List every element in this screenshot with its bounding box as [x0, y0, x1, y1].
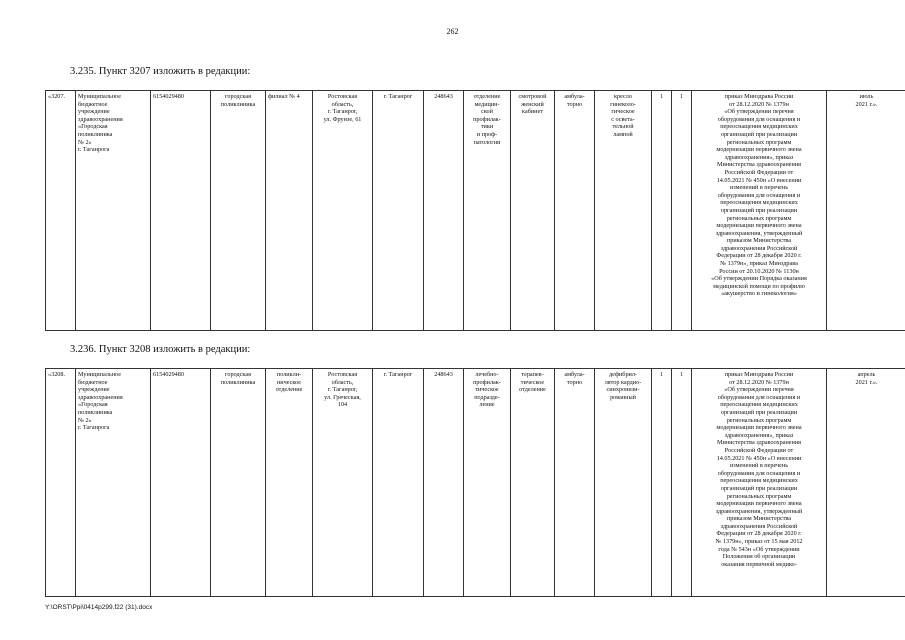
- cell-code: 248643: [424, 369, 464, 597]
- cell-care-type: амбула- торно: [555, 91, 595, 331]
- section-heading-3235: 3.235. Пункт 3207 изложить в редакции:: [70, 66, 251, 77]
- section-heading-3236: 3.236. Пункт 3208 изложить в редакции:: [70, 344, 251, 355]
- cell-organization: Муниципальное бюджетное учреждение здравоохранения «Городская поликлиника № 2» г. Таганрога: [76, 91, 151, 331]
- cell-inn: 6154029480: [151, 369, 211, 597]
- cell-equipment: дефибрил- лятор кардио- синхронизи- рованный: [595, 369, 652, 597]
- table-row: [46, 91, 905, 331]
- cell-city: г. Таганрог: [373, 91, 424, 331]
- cell-legal-basis: приказ Минздрава России от 28.12.2020 № 1379н «Об утверждении перечня оборудования для оснащения и переоснащения медицинских организаций при реализации региональных программ модернизации первичного звена здравоохранения», приказ Министерства здравоохранения Российской Федерации от 14.05.2021 № 450н «О внесении изменений в перечень оборудования для оснащения и переоснащения медицинских организаций при реализации региональных программ модернизации первичного звена здравоохранения, утвержденный приказом Министерства здравоохранения Российской Федерации от 28 декабря 2020 г. № 1379н», приказ Минздрава России от 20.10.2020 № 1130н «Об утверждении Порядка оказания медицинской помощи по профилю «акушерство и гинекология»: [692, 91, 827, 331]
- cell-address: Ростовская область, г. Таганрог, ул. Греческая, 104: [313, 369, 373, 597]
- cell-department: отделение медицин- ской профилак- тики и проф- патологии: [464, 91, 511, 331]
- cell-legal-basis: приказ Минздрава России от 28.12.2020 № 1379н «Об утверждении перечня оборудования для оснащения и переоснащения медицинских организаций при реализации региональных программ модернизации первичного звена здравоохранения», приказ Министерства здравоохранения Российской Федерации от 14.05.2021 № 450н «О внесении изменений в перечень оборудования для оснащения и переоснащения медицинских организаций при реализации региональных программ модернизации первичного звена здравоохранения, утвержденный приказом Министерства здравоохранения Российской Федерации от 28 декабря 2020 г. № 1379н», приказ от 15 мая 2012 года № 543н «Об утверждении Положения об организации оказания первичной медико-: [692, 369, 827, 597]
- cell-department: лечебно- профилак- тическое подразде- ление: [464, 369, 511, 597]
- register-table-3208: [45, 368, 905, 597]
- cell-item-number: «3207.: [46, 91, 76, 331]
- cell-unit: смотровой женский кабинет: [511, 91, 555, 331]
- cell-equipment: кресло гинеколо- гическое с освета- тельной лампой: [595, 91, 652, 331]
- cell-address: Ростовская область, г. Таганрог, ул. Фрунзе, 61: [313, 91, 373, 331]
- cell-inn: 6154029480: [151, 91, 211, 331]
- cell-item-number: «3208.: [46, 369, 76, 597]
- cell-unit: терапев- тическое отделение: [511, 369, 555, 597]
- cell-branch: поликли- ническое отделение: [266, 369, 313, 597]
- cell-branch: филиал № 4: [266, 91, 313, 331]
- register-table-3207: [45, 90, 905, 331]
- cell-org-type: городская поликлиника: [211, 91, 266, 331]
- cell-quantity: 1: [652, 91, 672, 331]
- cell-date: июль 2021 г.».: [827, 91, 905, 331]
- table-row: [46, 369, 905, 597]
- file-path-footer: Y:\ORST\Ppi\0414p299.f22 (31).docx: [45, 604, 153, 611]
- cell-date: апрель 2021 г.».: [827, 369, 905, 597]
- cell-org-type: городская поликлиника: [211, 369, 266, 597]
- cell-city: г. Таганрог: [373, 369, 424, 597]
- cell-organization: Муниципальное бюджетное учреждение здравоохранения «Городская поликлиника № 2» г. Таганрога: [76, 369, 151, 597]
- cell-quantity-2: 1: [672, 369, 692, 597]
- cell-care-type: амбула- торно: [555, 369, 595, 597]
- page-number: 262: [446, 27, 459, 36]
- cell-quantity-2: 1: [672, 91, 692, 331]
- cell-code: 248643: [424, 91, 464, 331]
- cell-quantity: 1: [652, 369, 672, 597]
